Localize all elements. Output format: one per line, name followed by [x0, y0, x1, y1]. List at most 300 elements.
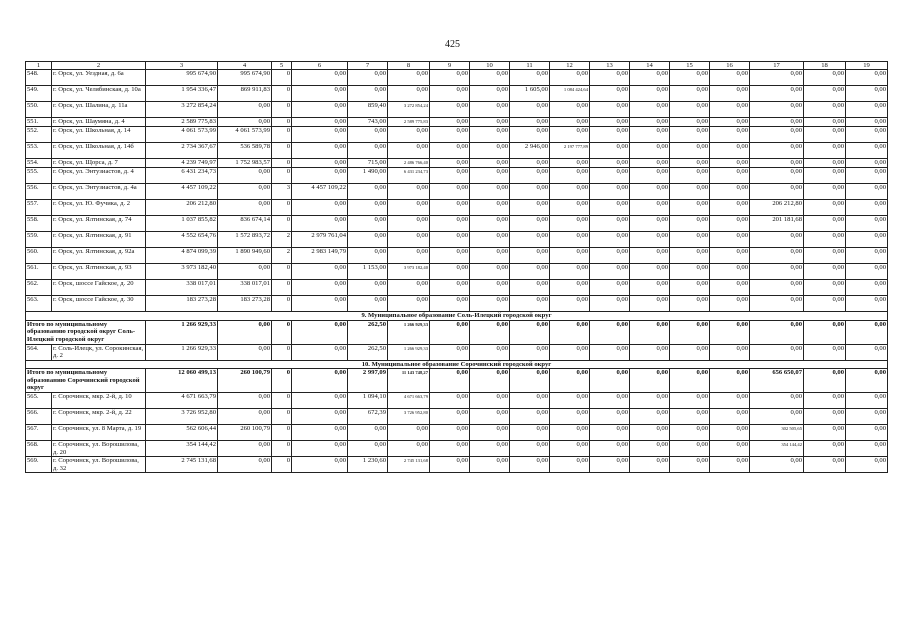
table-cell: 0,00 — [670, 127, 710, 143]
address-cell: г. Орск, ул. Ялтинская, д. 92а — [52, 248, 146, 264]
total-cell: 0,00 — [630, 369, 670, 393]
table-cell: 0,00 — [470, 457, 510, 473]
table-cell: 0,00 — [470, 296, 510, 312]
table-row — [26, 143, 888, 159]
table-row — [26, 457, 888, 473]
row-number: 559. — [26, 232, 52, 248]
address-cell: г. Сорочинск, ул. Ворошилова, д. 32 — [52, 457, 146, 473]
table-cell: 0,00 — [750, 118, 804, 127]
table-cell: 0,00 — [590, 184, 630, 200]
table-cell: 0,00 — [470, 425, 510, 441]
table-cell: 0,00 — [590, 393, 630, 409]
table-cell: 0,00 — [348, 232, 388, 248]
table-cell: 0,00 — [710, 200, 750, 216]
address-cell: г. Орск, ул. Школьная, д. 14 — [52, 127, 146, 143]
table-cell: 0 — [272, 102, 292, 118]
table-cell: 3 973 182,40 — [388, 264, 430, 280]
table-cell: 0,00 — [846, 216, 888, 232]
column-header: 16 — [710, 62, 750, 70]
table-cell: 0,00 — [630, 168, 670, 184]
table-cell: 0,00 — [590, 143, 630, 159]
table-cell: 0,00 — [470, 70, 510, 86]
row-number: 551. — [26, 118, 52, 127]
table-cell: 0,00 — [670, 200, 710, 216]
table-cell: 0,00 — [550, 70, 590, 86]
table-cell: 869 911,83 — [218, 86, 272, 102]
table-cell: 0,00 — [550, 425, 590, 441]
table-cell: 0,00 — [292, 296, 348, 312]
address-cell: г. Орск, ул. Школьная, д. 14б — [52, 143, 146, 159]
table-cell: 0,00 — [510, 393, 550, 409]
table-cell: 0,00 — [846, 70, 888, 86]
table-cell: 4 239 749,97 — [146, 159, 218, 168]
table-cell: 0,00 — [670, 393, 710, 409]
column-header: 13 — [590, 62, 630, 70]
table-cell: 0,00 — [804, 102, 846, 118]
table-cell: 0,00 — [846, 127, 888, 143]
table-cell: 3 726 952,80 — [388, 409, 430, 425]
table-cell: 2 979 761,04 — [292, 232, 348, 248]
address-cell: г. Орск, ул. Щорса, д. 7 — [52, 159, 146, 168]
table-cell: 0,00 — [750, 102, 804, 118]
table-cell: 0,00 — [846, 168, 888, 184]
table-cell: 0,00 — [550, 127, 590, 143]
table-cell: 0,00 — [630, 425, 670, 441]
table-cell: 0,00 — [670, 86, 710, 102]
table-cell: 0,00 — [348, 86, 388, 102]
table-cell: 0,00 — [590, 296, 630, 312]
total-label: Итого по муниципальному образованию городской округ Соль-Илецкий городской округ — [26, 320, 146, 344]
table-cell: 0,00 — [550, 393, 590, 409]
table-cell: 0,00 — [292, 168, 348, 184]
table-cell: 0,00 — [550, 457, 590, 473]
table-cell: 0,00 — [348, 200, 388, 216]
table-cell: 0,00 — [630, 159, 670, 168]
table-cell: 0 — [272, 168, 292, 184]
table-cell: 0,00 — [430, 216, 470, 232]
table-cell: 0,00 — [710, 280, 750, 296]
table-cell: 0,00 — [846, 143, 888, 159]
table-cell: 338 017,01 — [218, 280, 272, 296]
column-header: 18 — [804, 62, 846, 70]
row-number: 560. — [26, 248, 52, 264]
table-row — [26, 168, 888, 184]
table-cell: 0,00 — [750, 168, 804, 184]
table-cell: 0,00 — [218, 393, 272, 409]
table-cell: 0,00 — [804, 200, 846, 216]
table-cell: 0,00 — [510, 216, 550, 232]
table-cell: 2 — [272, 232, 292, 248]
column-header: 11 — [510, 62, 550, 70]
table-cell: 0,00 — [550, 232, 590, 248]
table-cell: 0,00 — [388, 70, 430, 86]
table-row — [26, 393, 888, 409]
table-cell: 0,00 — [430, 184, 470, 200]
address-cell: г. Орск, ул. Шаумяна, д. 4 — [52, 118, 146, 127]
table-cell: 0,00 — [510, 280, 550, 296]
table-cell: 4 671 663,79 — [146, 393, 218, 409]
table-cell: 0,00 — [590, 200, 630, 216]
table-cell: 0,00 — [630, 296, 670, 312]
table-cell: 0,00 — [430, 232, 470, 248]
section-title: 10. Муниципальное образование Сорочинский городской округ — [26, 360, 888, 369]
table-cell: 0,00 — [590, 441, 630, 457]
table-cell: 0 — [272, 200, 292, 216]
column-header: 1 — [26, 62, 52, 70]
table-cell: 0,00 — [470, 86, 510, 102]
table-cell: 743,00 — [348, 118, 388, 127]
table-cell: 0,00 — [590, 118, 630, 127]
table-row — [26, 159, 888, 168]
table-cell: 0,00 — [710, 184, 750, 200]
table-cell: 0,00 — [804, 159, 846, 168]
table-cell: 262,50 — [348, 344, 388, 360]
table-cell: 0,00 — [510, 296, 550, 312]
table-cell: 0,00 — [670, 344, 710, 360]
table-cell: 0,00 — [630, 127, 670, 143]
table-cell: 0,00 — [710, 70, 750, 86]
table-cell: 0 — [272, 457, 292, 473]
table-cell: 0,00 — [510, 457, 550, 473]
table-cell: 715,00 — [348, 159, 388, 168]
table-cell: 0,00 — [590, 280, 630, 296]
table-cell: 0,00 — [750, 143, 804, 159]
table-cell: 0,00 — [470, 232, 510, 248]
table-cell: 0,00 — [470, 184, 510, 200]
column-header: 9 — [430, 62, 470, 70]
table-cell: 201 181,68 — [750, 216, 804, 232]
table-cell: 0,00 — [670, 118, 710, 127]
table-cell: 0,00 — [388, 216, 430, 232]
row-number: 558. — [26, 216, 52, 232]
table-cell: 0,00 — [804, 248, 846, 264]
table-cell: 0,00 — [670, 102, 710, 118]
header-row — [26, 62, 888, 70]
total-cell: 12 060 499,13 — [146, 369, 218, 393]
address-cell: г. Орск, ул. Ялтинская, д. 74 — [52, 216, 146, 232]
row-number: 562. — [26, 280, 52, 296]
table-cell: 0,00 — [710, 102, 750, 118]
table-cell: 0,00 — [470, 159, 510, 168]
total-cell: 0,00 — [630, 320, 670, 344]
table-cell: 0,00 — [590, 264, 630, 280]
total-cell: 0,00 — [550, 369, 590, 393]
table-cell: 0,00 — [348, 425, 388, 441]
table-cell: 0 — [272, 264, 292, 280]
table-cell: 0,00 — [804, 216, 846, 232]
table-row — [26, 70, 888, 86]
total-cell: 0,00 — [846, 320, 888, 344]
table-cell: 0,00 — [348, 216, 388, 232]
table-cell: 0,00 — [292, 118, 348, 127]
table-cell: 0,00 — [292, 457, 348, 473]
total-cell: 0,00 — [670, 320, 710, 344]
table-row — [26, 344, 888, 360]
table-cell: 0,00 — [804, 280, 846, 296]
table-cell: 0,00 — [218, 457, 272, 473]
table-cell: 0,00 — [550, 118, 590, 127]
table-cell: 0,00 — [846, 441, 888, 457]
table-cell: 0,00 — [750, 232, 804, 248]
table-cell: 0,00 — [804, 70, 846, 86]
table-cell: 0,00 — [710, 168, 750, 184]
table-cell: 0,00 — [590, 232, 630, 248]
table-cell: 0,00 — [550, 264, 590, 280]
total-cell: 1 266 929,33 — [388, 320, 430, 344]
table-cell: 0,00 — [750, 86, 804, 102]
table-cell: 0,00 — [846, 200, 888, 216]
table-cell: 0,00 — [292, 216, 348, 232]
table-cell: 0,00 — [710, 457, 750, 473]
table-cell: 6 431 234,73 — [388, 168, 430, 184]
table-cell: 0,00 — [550, 248, 590, 264]
table-cell: 0,00 — [388, 200, 430, 216]
table-cell: 0,00 — [590, 86, 630, 102]
table-cell: 354 144,42 — [750, 441, 804, 457]
table-cell: 0,00 — [430, 425, 470, 441]
page-number: 425 — [445, 39, 460, 50]
table-cell: 0,00 — [630, 441, 670, 457]
section-row — [26, 360, 888, 369]
table-cell: 0,00 — [470, 248, 510, 264]
table-cell: 0,00 — [292, 86, 348, 102]
table-cell: 0 — [272, 296, 292, 312]
table-cell: 0,00 — [510, 70, 550, 86]
table-cell: 0,00 — [550, 296, 590, 312]
table-row — [26, 409, 888, 425]
table-cell: 0,00 — [846, 264, 888, 280]
table-cell: 0,00 — [348, 70, 388, 86]
total-cell: 0,00 — [430, 320, 470, 344]
table-cell: 0,00 — [630, 248, 670, 264]
table-cell: 0,00 — [388, 441, 430, 457]
table-cell: 0,00 — [218, 118, 272, 127]
table-cell: 4 457 109,22 — [146, 184, 218, 200]
table-cell: 0,00 — [750, 248, 804, 264]
table-cell: 0 — [272, 216, 292, 232]
table-cell: 0,00 — [630, 216, 670, 232]
table-cell: 0,00 — [590, 127, 630, 143]
table-cell: 0,00 — [846, 184, 888, 200]
row-number: 563. — [26, 296, 52, 312]
column-header: 2 — [52, 62, 146, 70]
total-cell: 0,00 — [670, 369, 710, 393]
row-number: 555. — [26, 168, 52, 184]
table-row — [26, 232, 888, 248]
table-cell: 0,00 — [550, 280, 590, 296]
column-header: 3 — [146, 62, 218, 70]
table-cell: 183 273,28 — [218, 296, 272, 312]
table-cell: 0,00 — [388, 425, 430, 441]
table-cell: 0,00 — [630, 184, 670, 200]
row-number: 550. — [26, 102, 52, 118]
table-cell: 0,00 — [430, 102, 470, 118]
table-cell: 0,00 — [670, 168, 710, 184]
address-cell: г. Сорочинск, мкр. 2-й, д. 10 — [52, 393, 146, 409]
table-cell: 0,00 — [388, 143, 430, 159]
table-cell: 0,00 — [630, 344, 670, 360]
table-cell: 0,00 — [430, 168, 470, 184]
address-cell: г. Орск, ул. Энтузиастов, д. 4а — [52, 184, 146, 200]
table-cell: 0,00 — [750, 127, 804, 143]
table-cell: 302 505,65 — [750, 425, 804, 441]
table-cell: 0,00 — [510, 425, 550, 441]
column-header: 6 — [292, 62, 348, 70]
table-cell: 0,00 — [804, 86, 846, 102]
table-cell: 0,00 — [846, 344, 888, 360]
table-cell: 1 266 929,33 — [388, 344, 430, 360]
table-cell: 0,00 — [218, 168, 272, 184]
table-cell: 0,00 — [670, 143, 710, 159]
table-cell: 0,00 — [590, 457, 630, 473]
table-cell: 0,00 — [292, 70, 348, 86]
table-cell: 0,00 — [430, 143, 470, 159]
table-cell: 2 589 775,83 — [388, 118, 430, 127]
table-cell: 0,00 — [846, 457, 888, 473]
table-cell: 0 — [272, 118, 292, 127]
table-row — [26, 86, 888, 102]
table-cell: 0,00 — [510, 409, 550, 425]
table-cell: 0,00 — [710, 296, 750, 312]
table-cell: 0,00 — [292, 280, 348, 296]
table-cell: 0,00 — [846, 159, 888, 168]
table-cell: 0,00 — [630, 143, 670, 159]
table-cell: 1 605,00 — [510, 86, 550, 102]
table-cell: 0,00 — [388, 86, 430, 102]
table-cell: 0,00 — [470, 102, 510, 118]
address-cell: г. Орск, ул. Уездная, д. 6а — [52, 70, 146, 86]
table-cell: 0,00 — [846, 248, 888, 264]
table-cell: 0,00 — [292, 200, 348, 216]
address-cell: г. Орск, ул. Челябинская, д. 10а — [52, 86, 146, 102]
table-cell: 1 752 983,57 — [218, 159, 272, 168]
table-cell: 0,00 — [590, 248, 630, 264]
table-cell: 0,00 — [218, 102, 272, 118]
table-cell: 0,00 — [710, 393, 750, 409]
table-cell: 0,00 — [292, 264, 348, 280]
section-row — [26, 312, 888, 321]
table-cell: 0,00 — [670, 425, 710, 441]
table-cell: 0,00 — [218, 264, 272, 280]
table-cell: 0,00 — [510, 344, 550, 360]
table-cell: 0,00 — [218, 344, 272, 360]
table-cell: 0,00 — [804, 296, 846, 312]
table-cell: 0,00 — [804, 143, 846, 159]
table-cell: 3 272 854,24 — [146, 102, 218, 118]
table-cell: 0,00 — [470, 344, 510, 360]
total-label: Итого по муниципальному образованию Сорочинский городской округ — [26, 369, 146, 393]
total-cell: 656 650,07 — [750, 369, 804, 393]
table-cell: 0,00 — [510, 127, 550, 143]
table-cell: 0,00 — [430, 200, 470, 216]
table-cell: 3 — [272, 184, 292, 200]
table-cell: 836 674,14 — [218, 216, 272, 232]
table-cell: 0,00 — [292, 127, 348, 143]
table-cell: 4 874 099,39 — [146, 248, 218, 264]
table-cell: 0 — [272, 159, 292, 168]
table-cell: 0,00 — [710, 441, 750, 457]
total-cell: 0,00 — [292, 320, 348, 344]
table-row — [26, 216, 888, 232]
table-cell: 0,00 — [470, 409, 510, 425]
column-header: 7 — [348, 62, 388, 70]
table-cell: 0,00 — [550, 216, 590, 232]
table-cell: 0,00 — [430, 264, 470, 280]
table-row — [26, 127, 888, 143]
address-cell: г. Сорочинск, мкр. 2-й, д. 22 — [52, 409, 146, 425]
table-cell: 0,00 — [348, 184, 388, 200]
table-cell: 0,00 — [348, 280, 388, 296]
table-cell: 0,00 — [550, 344, 590, 360]
table-cell: 0,00 — [804, 118, 846, 127]
table-cell: 0,00 — [430, 86, 470, 102]
table-cell: 4 552 654,76 — [146, 232, 218, 248]
address-cell: г. Орск, ул. Шалина, д. 11а — [52, 102, 146, 118]
total-cell: 0,00 — [590, 320, 630, 344]
table-cell: 0,00 — [430, 393, 470, 409]
table-cell: 0,00 — [590, 425, 630, 441]
table-row — [26, 118, 888, 127]
total-cell: 2 997,09 — [348, 369, 388, 393]
table-cell: 0,00 — [846, 296, 888, 312]
table-cell: 0,00 — [292, 393, 348, 409]
total-cell: 0,00 — [292, 369, 348, 393]
table-cell: 0,00 — [550, 184, 590, 200]
table-cell: 0,00 — [804, 457, 846, 473]
table-cell: 995 674,90 — [146, 70, 218, 86]
table-cell: 0,00 — [292, 102, 348, 118]
table-cell: 0,00 — [348, 127, 388, 143]
column-header: 5 — [272, 62, 292, 70]
table-cell: 2 983 149,79 — [292, 248, 348, 264]
table-cell: 0,00 — [590, 168, 630, 184]
table-cell: 0,00 — [292, 159, 348, 168]
table-cell: 0,00 — [510, 159, 550, 168]
row-number: 564. — [26, 344, 52, 360]
total-cell: 0,00 — [510, 369, 550, 393]
address-cell: г. Орск, ул. Энтузиастов, д. 4 — [52, 168, 146, 184]
table-row — [26, 264, 888, 280]
table-cell: 0,00 — [750, 280, 804, 296]
table-cell: 0,00 — [710, 159, 750, 168]
total-row — [26, 369, 888, 393]
table-cell: 0,00 — [670, 70, 710, 86]
table-cell: 0,00 — [430, 70, 470, 86]
table-cell: 0,00 — [710, 344, 750, 360]
row-number: 569. — [26, 457, 52, 473]
table-cell: 0,00 — [804, 168, 846, 184]
table-cell: 0,00 — [430, 296, 470, 312]
table-cell: 1 266 929,33 — [146, 344, 218, 360]
table-cell: 0,00 — [846, 280, 888, 296]
total-cell: 0,00 — [590, 369, 630, 393]
table-cell: 0,00 — [750, 159, 804, 168]
table-cell: 0,00 — [510, 232, 550, 248]
table-cell: 0,00 — [630, 118, 670, 127]
total-cell: 260 100,79 — [218, 369, 272, 393]
table-cell: 0,00 — [510, 200, 550, 216]
total-row — [26, 320, 888, 344]
table-cell: 0,00 — [750, 344, 804, 360]
table-cell: 338 017,01 — [146, 280, 218, 296]
table-row — [26, 200, 888, 216]
column-header: 19 — [846, 62, 888, 70]
total-cell: 0,00 — [846, 369, 888, 393]
table-cell: 0,00 — [804, 425, 846, 441]
total-cell: 0,00 — [218, 320, 272, 344]
table-cell: 0,00 — [710, 425, 750, 441]
table-cell: 0,00 — [388, 232, 430, 248]
